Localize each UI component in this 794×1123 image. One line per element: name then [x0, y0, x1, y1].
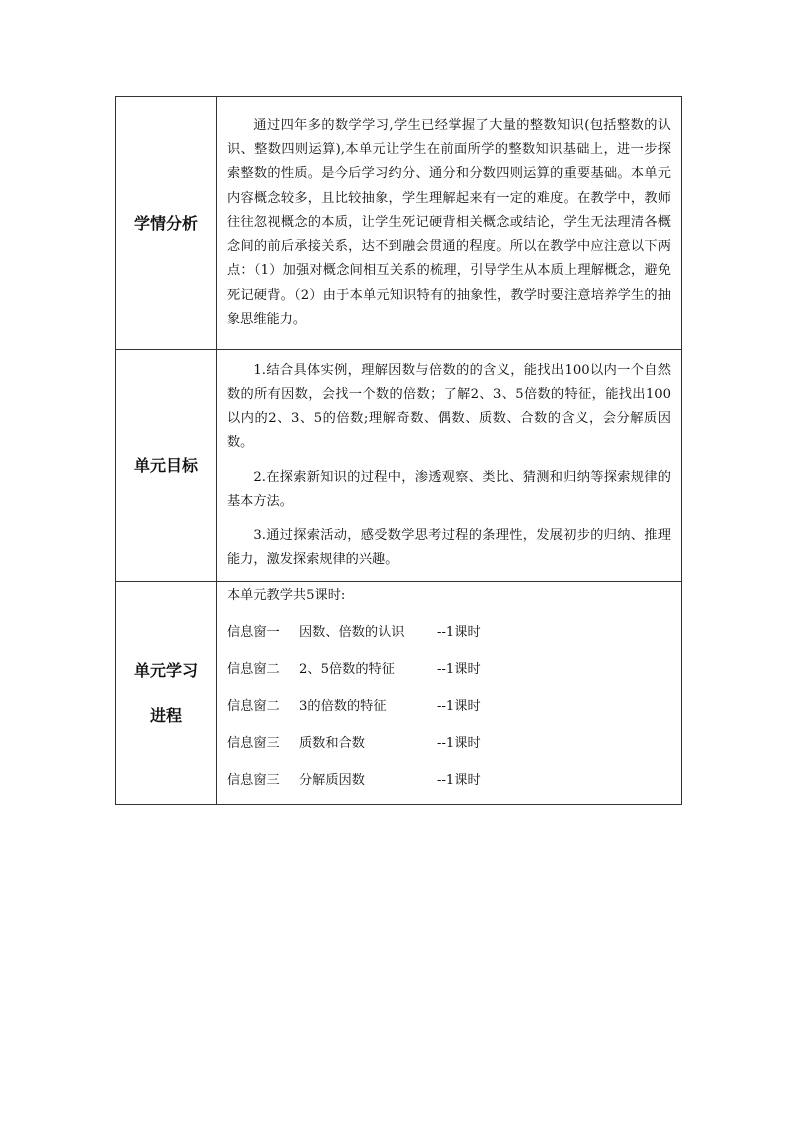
- list-item: [227, 732, 671, 756]
- lesson-window: 信息窗二: [227, 662, 280, 678]
- lesson-hours: --1课时: [437, 773, 481, 789]
- lesson-hours: --1课时: [437, 736, 481, 752]
- row-label-cell: [116, 582, 217, 805]
- goal-item: 3.通过探索活动，感受数学思考过程的条理性，发展初步的归纳、推理能力，激发探索规律的兴趣。: [227, 527, 671, 568]
- lesson-topic: 分解质因数: [299, 773, 365, 789]
- list-item: [227, 769, 671, 793]
- table-row: [116, 97, 682, 350]
- unit-plan-table: [115, 96, 682, 805]
- list-item: [227, 695, 671, 719]
- list-item: [227, 621, 671, 645]
- row-label-cell: [116, 350, 217, 582]
- row-label: 学情分析: [133, 213, 198, 233]
- analysis-paragraph: 通过四年多的数学学习,学生已经掌握了大量的整数知识(包括整数的认识、整数四则运算),本单元让学生在前面所学的整数知识基础上，进一步探索整数的性质。是今后学习约分、通分和分数四则运算的重要基础。本单元内容概念较多，且比较抽象，学生理解起来有一定的难度。在教学中，教师往往忽视概念的本质，让学生死记硬背相关概念或结论，学生无法理清各概念间的前后承接关系，达不到融会贯通的程度。所以在教学中应注意以下两点：（1）加强对概念间相互关系的梳理，引导学生从本质上理解概念，避免死记硬背。（2）由于本单元知识特有的抽象性，教学时要注意培养学生的抽象思维能力。: [227, 118, 671, 327]
- progress-intro: 本单元教学共5课时:: [227, 588, 346, 603]
- row-label: 单元学习: [133, 661, 198, 680]
- lesson-hours: --1课时: [437, 662, 481, 678]
- lesson-window: 信息窗三: [227, 736, 280, 752]
- row-label: 单元目标: [133, 456, 198, 475]
- lesson-window: 信息窗三: [227, 773, 280, 789]
- lesson-topic: 3的倍数的特征: [299, 699, 387, 715]
- table-row: [116, 350, 682, 582]
- lesson-window: 信息窗二: [227, 699, 280, 715]
- lesson-topic: 因数、倍数的认识: [299, 625, 405, 641]
- table-row: [116, 582, 682, 805]
- content-cell: [217, 350, 682, 582]
- row-label-cell: [116, 97, 217, 350]
- list-item: [227, 658, 671, 682]
- goal-item: 2.在探索新知识的过程中，渗透观察、类比、猜测和归纳等探索规律的基本方法。: [227, 469, 671, 509]
- content-cell: [217, 582, 682, 805]
- lesson-window: 信息窗一: [227, 625, 280, 641]
- lesson-topic: 质数和合数: [299, 736, 365, 752]
- lesson-hours: --1课时: [437, 625, 481, 641]
- lesson-topic: 2、5倍数的特征: [299, 662, 395, 678]
- content-cell: [217, 97, 682, 350]
- goal-item: 1.结合具体实例，理解因数与倍数的的含义，能找出100以内一个自然数的所有因数，会找一个数的倍数；了解2、3、5倍数的特征，能找出100以内的2、3、5的倍数;理解奇数、偶数、质数、合数的含义，会分解质因数。: [227, 362, 671, 451]
- lesson-hours: --1课时: [437, 699, 481, 715]
- row-label: 进程: [149, 706, 182, 725]
